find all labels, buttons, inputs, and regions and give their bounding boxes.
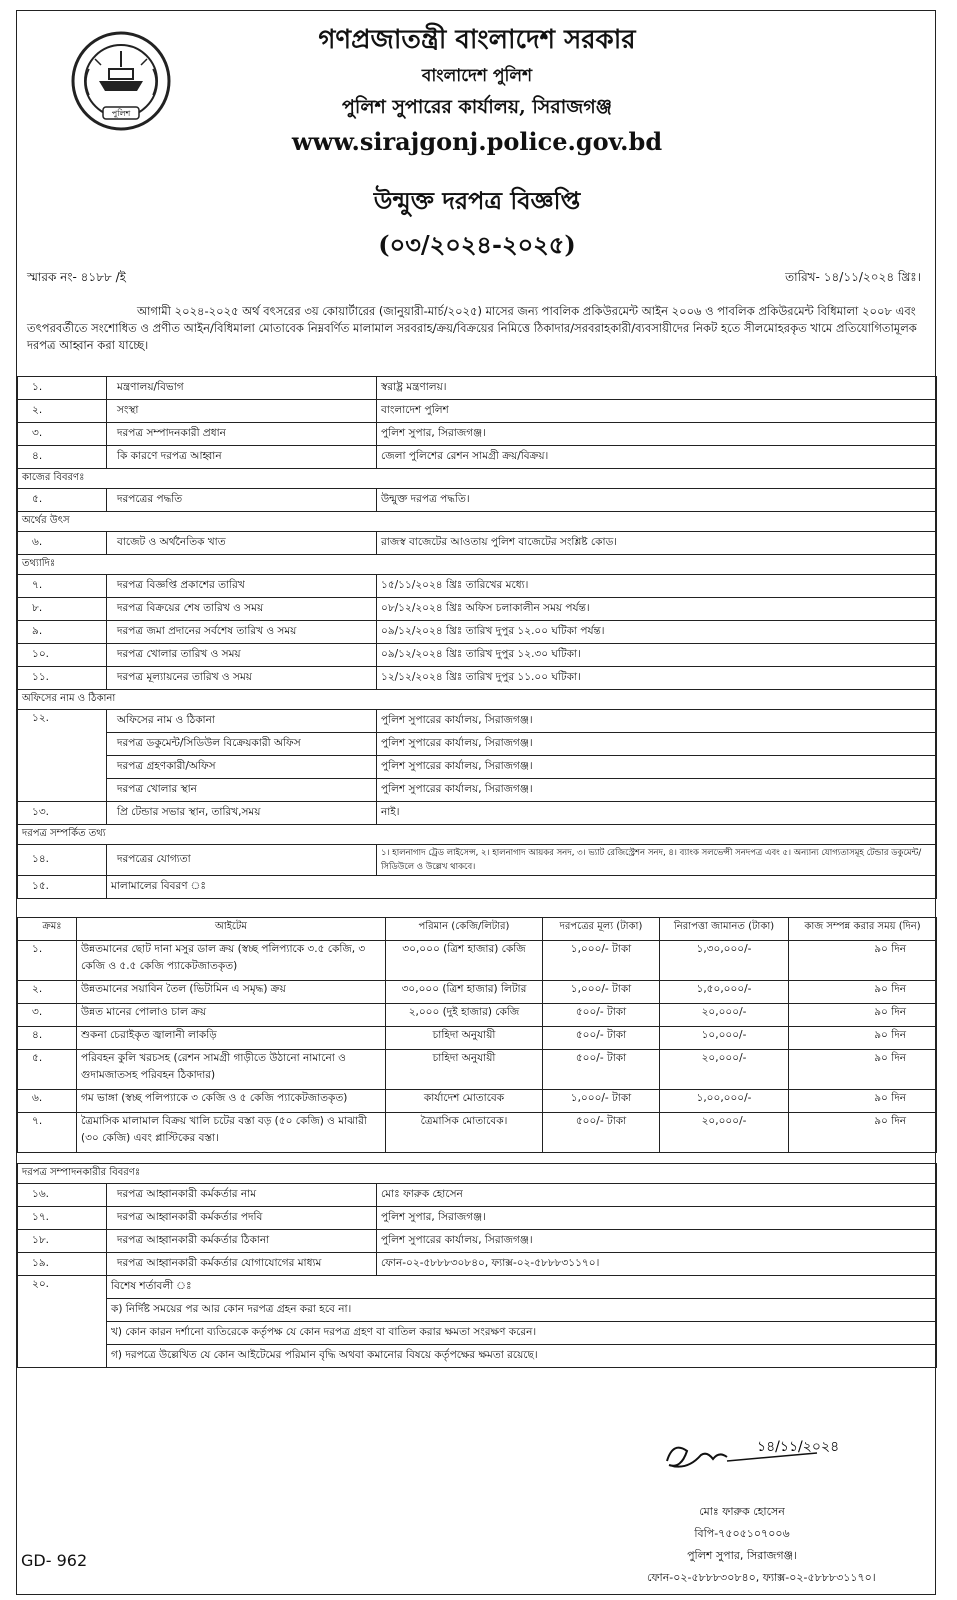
cell-text: ১,০০০/- টাকা bbox=[543, 941, 660, 981]
cell-text: ক) নির্দিষ্ট সময়ের পর আর কোন দরপত্র গ্রহন করা হবে না। bbox=[107, 1299, 937, 1322]
cell-text: বাংলাদেশ পুলিশ bbox=[377, 400, 937, 423]
cell-text: ফোন-০২-৫৮৮৮৩০৮৪০, ফ্যাক্স-০২-৫৮৮৮৩১১৭০। bbox=[377, 1253, 937, 1276]
table-row bbox=[18, 377, 937, 400]
table-row bbox=[18, 532, 937, 555]
memo-number: স্মারক নং- ৪১৮৮ /ই bbox=[27, 270, 126, 284]
cell-text: ৭. bbox=[18, 1113, 77, 1153]
cell-text: ১,৫০,০০০/- bbox=[660, 981, 789, 1004]
cell-text: দরপত্র ডকুমেন্ট/সিডিউল বিক্রেয়কারী অফিস bbox=[107, 733, 377, 756]
cell-text: ১০,০০০/- bbox=[660, 1027, 789, 1050]
cell-text: পরিবহন কুলি খরচসহ (রেশন সামগ্রী গাড়ীতে উঠানো নামানো ও গুদামজাতসহ পরিবহন ঠিকাদার) bbox=[77, 1050, 386, 1090]
cell-text: ২০,০০০/- bbox=[660, 1004, 789, 1027]
cell-text: ৭. bbox=[18, 575, 107, 598]
table-row bbox=[18, 1276, 937, 1299]
cell-text: ৮. bbox=[18, 598, 107, 621]
cell-text: অফিসের নাম ও ঠিকানা bbox=[18, 690, 937, 710]
cell-text: দরপত্র সম্পাদনকারী প্রধান bbox=[107, 423, 377, 446]
cell-text: ২০. bbox=[18, 1276, 107, 1368]
cell-text: ২. bbox=[18, 981, 77, 1004]
cell-text: ৫০০/- টাকা bbox=[543, 1004, 660, 1027]
cell-text: ২. bbox=[18, 400, 107, 423]
condition-row bbox=[18, 1322, 937, 1345]
table-row bbox=[18, 1230, 937, 1253]
intro-paragraph: আগামী ২০২৪-২০২৫ অর্থ বৎসরের ৩য় কোয়ার্টারের (জানুয়ারী-মার্চ/২০২৫) মাসের জন্য পাবলিক প্রকিউরমেন্ট আইন ২০০৬ ও পাবলিক প্রকিউরমেন্ট বিধিমালা ২০০৮ এবং তৎপরবর্তীতে সংশোধিত ও প্রণীত আইন/বিধিমালা মোতাবেক নিম্নবর্ণিত মালামাল সরবরাহ/ক্রয়/বিক্রয়ের নিমিত্তে ঠিকাদার/সরবরাহকারী/ব্যবসায়ীদের নিকট হতে সীলমোহরকৃত খামে প্রতিযোগিতামূলক দরপত্র আহ্বান করা যাচ্ছে। bbox=[27, 304, 917, 352]
section-header bbox=[18, 690, 937, 710]
cell-text: শুকনা চেরাইকৃত জ্বালানী লাকড়ি bbox=[77, 1027, 386, 1050]
table-row bbox=[18, 756, 937, 779]
cell-text: পুলিশ সুপারের কার্যালয়, সিরাজগঞ্জ। bbox=[377, 779, 937, 802]
cell-text: উন্নতমানের সয়াবিন তৈল (ভিটামিন এ সমৃদ্ধ) ক্রয় bbox=[77, 981, 386, 1004]
cell-text: ৫. bbox=[18, 1050, 77, 1090]
table-row bbox=[18, 644, 937, 667]
cell-text: ৫০০/- টাকা bbox=[543, 1027, 660, 1050]
cell-text: মালামালের বিবরণ ঃ bbox=[107, 876, 937, 899]
cell-text: ১৮. bbox=[18, 1230, 107, 1253]
table-row bbox=[18, 1253, 937, 1276]
table-row bbox=[18, 710, 937, 733]
cell-text: বাজেট ও অর্থনৈতিক খাত bbox=[107, 532, 377, 555]
cell-text: দরপত্র মূল্যায়নের তারিখ ও সময় bbox=[107, 667, 377, 690]
section-header bbox=[18, 1164, 937, 1184]
cell-text: ৫০০/- টাকা bbox=[543, 1050, 660, 1090]
cell-text: ১. bbox=[18, 941, 77, 981]
cell-text: ২০,০০০/- bbox=[660, 1113, 789, 1153]
cell-text: পুলিশ সুপার, সিরাজগঞ্জ। bbox=[377, 423, 937, 446]
cell-text: গম ভাঙ্গা (স্বচ্ছ পলিপ্যাকে ৩ কেজি ও ৫ কেজি প্যাকেটজাতকৃত) bbox=[77, 1090, 386, 1113]
table-row bbox=[18, 1090, 937, 1113]
cell-text: অর্থের উৎস bbox=[18, 512, 937, 532]
cell-text: রাজস্ব বাজেটের আওতায় পুলিশ বাজেটের সংশ্লিষ্ট কোড। bbox=[377, 532, 937, 555]
cell-text: ত্রৈমাসিক মোতাবেক। bbox=[386, 1113, 543, 1153]
signatory-block bbox=[647, 1501, 917, 1589]
cell-text: ১০. bbox=[18, 644, 107, 667]
cell-text: ৫. bbox=[18, 489, 107, 512]
col-price: দরপত্রের মূল্য (টাকা) bbox=[543, 918, 660, 941]
table-row bbox=[18, 1207, 937, 1230]
cell-text: ৯০ দিন bbox=[789, 981, 937, 1004]
cell-text: স্বরাষ্ট্র মন্ত্রণালয়। bbox=[377, 377, 937, 400]
cell-text: ত্রৈমাসিক মালামাল বিক্রয় খালি চটের বস্তা বড় (৫০ কেজি) ও মাঝারী (৩০ কেজি) এবং প্লাস্টিকের বস্তা। bbox=[77, 1113, 386, 1153]
cell-text: ১৪. bbox=[18, 845, 107, 876]
cell-text: ১২/১২/২০২৪ খ্রিঃ তারিখ দুপুর ১১.০০ ঘটিকা। bbox=[377, 667, 937, 690]
col-security: নিরাপত্তা জামানত (টাকা) bbox=[660, 918, 789, 941]
signatory-designation: পুলিশ সুপার, সিরাজগঞ্জ। bbox=[687, 1549, 797, 1562]
table-row bbox=[18, 1027, 937, 1050]
table-row bbox=[18, 733, 937, 756]
condition-row bbox=[18, 1345, 937, 1368]
cell-text: চাহিদা অনুযায়ী bbox=[386, 1050, 543, 1090]
cell-text: ১৯. bbox=[18, 1253, 107, 1276]
table-row bbox=[18, 1050, 937, 1090]
cell-text: ১,৩০,০০০/- bbox=[660, 941, 789, 981]
table-row bbox=[18, 423, 937, 446]
cell-text: মন্ত্রণালয়/বিভাগ bbox=[107, 377, 377, 400]
cell-text: কাজের বিবরণঃ bbox=[18, 469, 937, 489]
cell-text: ১৫. bbox=[18, 876, 107, 899]
tender-details-table bbox=[17, 376, 937, 899]
table-row bbox=[18, 489, 937, 512]
cell-text: ৯০ দিন bbox=[789, 1113, 937, 1153]
cell-text: ৯. bbox=[18, 621, 107, 644]
cell-text: ৯০ দিন bbox=[789, 1050, 937, 1090]
department-name: বাংলাদেশ পুলিশ bbox=[421, 66, 533, 86]
cell-text: ১৫/১১/২০২৪ খ্রিঃ তারিখের মধ্যে। bbox=[377, 575, 937, 598]
cell-text: ৩০,০০০ (ত্রিশ হাজার) কেজি bbox=[386, 941, 543, 981]
cell-text: পুলিশ সুপারের কার্যালয়, সিরাজগঞ্জ। bbox=[377, 710, 937, 733]
signatory-contact: ফোন-০২-৫৮৮৮৩০৮৪০, ফ্যাক্স-০২-৫৮৮৮৩১১৭০। bbox=[647, 1571, 876, 1584]
cell-text: অফিসের নাম ও ঠিকানা bbox=[107, 710, 377, 733]
signature-date: ১৪/১১/২০২৪ bbox=[757, 1439, 840, 1455]
cell-text: কার্যাদেশ মোতাবেক bbox=[386, 1090, 543, 1113]
cell-text: দরপত্র বিজ্ঞপ্তি প্রকাশের তারিখ bbox=[107, 575, 377, 598]
cell-text: নাই। bbox=[377, 802, 937, 825]
cell-text: ৬. bbox=[18, 1090, 77, 1113]
cell-text: ২,০০০ (দুই হাজার) কেজি bbox=[386, 1004, 543, 1027]
cell-text: উন্মুক্ত দরপত্র পদ্ধতি। bbox=[377, 489, 937, 512]
tender-number: (০৩/২০২৪-২০২৫) bbox=[378, 230, 576, 259]
cell-text: ২০,০০০/- bbox=[660, 1050, 789, 1090]
cell-text: পুলিশ সুপারের কার্যালয়, সিরাজগঞ্জ। bbox=[377, 1230, 937, 1253]
cell-text: দরপত্র বিক্রয়ের শেষ তারিখ ও সময় bbox=[107, 598, 377, 621]
cell-text: দরপত্র সম্পর্কিত তথ্য bbox=[18, 825, 937, 845]
cell-text: ১৬. bbox=[18, 1184, 107, 1207]
signature-icon bbox=[657, 1421, 840, 1491]
signatory-name: মোঃ ফারুক হোসেন bbox=[699, 1505, 785, 1518]
table-row bbox=[18, 941, 937, 981]
gd-code: GD- 962 bbox=[21, 1551, 88, 1570]
cell-text: ০৮/১২/২০২৪ খ্রিঃ অফিস চলাকালীন সময় পর্যন্ত। bbox=[377, 598, 937, 621]
cell-text: ১,০০০/- টাকা bbox=[543, 1090, 660, 1113]
cell-text: সংস্থা bbox=[107, 400, 377, 423]
cell-text: ১,০০০/- টাকা bbox=[543, 981, 660, 1004]
cell-text: কি কারণে দরপত্র আহ্বান bbox=[107, 446, 377, 469]
cell-text: উন্নতমানের ছোট দানা মসুর ডাল ক্রয় (স্বচ্ছ পলিপ্যাকে ৩.৫ কেজি, ৩ কেজি ও ৫.৫ কেজি প্যাকেটজাতকৃত) bbox=[77, 941, 386, 981]
cell-text: উন্নত মানের পোলাও চাল ক্রয় bbox=[77, 1004, 386, 1027]
cell-text: ৯০ দিন bbox=[789, 941, 937, 981]
cell-text: ১. bbox=[18, 377, 107, 400]
cell-text: দরপত্র খোলার স্থান bbox=[107, 779, 377, 802]
cell-text: দরপত্র আহ্বানকারী কর্মকর্তার পদবি bbox=[107, 1207, 377, 1230]
table-row bbox=[18, 575, 937, 598]
table-row bbox=[18, 802, 937, 825]
col-item: আইটেম bbox=[77, 918, 386, 941]
cell-text: তথ্যাদিঃ bbox=[18, 555, 937, 575]
cell-text: ১১. bbox=[18, 667, 107, 690]
cell-text: ১,০০,০০০/- bbox=[660, 1090, 789, 1113]
table-row bbox=[18, 1184, 937, 1207]
tender-notice-page bbox=[16, 10, 936, 1595]
notice-title: উন্মুক্ত দরপত্র বিজ্ঞপ্তি bbox=[373, 186, 581, 215]
cell-text: খ) কোন কারন দর্শানো ব্যতিরেকে কর্তৃপক্ষ যে কোন দরপত্র গ্রহণ বা বাতিল করার ক্ষমতা সংরক্ষণ করেন। bbox=[107, 1322, 937, 1345]
cell-text: পুলিশ সুপারের কার্যালয়, সিরাজগঞ্জ। bbox=[377, 756, 937, 779]
cell-text: দরপত্র খোলার তারিখ ও সময় bbox=[107, 644, 377, 667]
condition-row bbox=[18, 1299, 937, 1322]
cell-text: ১। হালনাগাদ ট্রেড লাইসেন্স, ২। হালনাগাদ আয়কর সনদ, ৩। ভ্যাট রেজিস্ট্রেশন সনদ, ৪। ব্যাংক সলভেন্সী সনদপত্র এবং ৫। অন্যান্য যোগ্যতাসমূহ টেন্ডার ডকুমেন্ট/সিডিউলে ও উল্লেখ থাকবে। bbox=[377, 845, 937, 876]
table-row bbox=[18, 621, 937, 644]
website-link[interactable]: www.sirajgonj.police.gov.bd bbox=[291, 127, 663, 156]
cell-text: দরপত্র আহ্বানকারী কর্মকর্তার ঠিকানা bbox=[107, 1230, 377, 1253]
cell-text: ৬. bbox=[18, 532, 107, 555]
section-header bbox=[18, 512, 937, 532]
cell-text: ৩০,০০০ (ত্রিশ হাজার) লিটার bbox=[386, 981, 543, 1004]
cell-text: দরপত্র সম্পাদনকারীর বিবরণঃ bbox=[18, 1164, 937, 1184]
table-row bbox=[18, 400, 937, 423]
table-row bbox=[18, 1113, 937, 1153]
cell-text: বিশেষ শর্তাবলী ঃ bbox=[107, 1276, 937, 1299]
section-header bbox=[18, 555, 937, 575]
table-row bbox=[18, 446, 937, 469]
col-no: ক্রমঃ bbox=[18, 918, 77, 941]
cell-text: ৩. bbox=[18, 1004, 77, 1027]
govt-title: গণপ্রজাতন্ত্রী বাংলাদেশ সরকার bbox=[318, 25, 636, 55]
cell-text: ৯০ দিন bbox=[789, 1027, 937, 1050]
cell-text: মোঃ ফারুক হোসেন bbox=[377, 1184, 937, 1207]
cell-text: ১৩. bbox=[18, 802, 107, 825]
table-row bbox=[18, 779, 937, 802]
cell-text: দরপত্র গ্রহণকারী/অফিস bbox=[107, 756, 377, 779]
section-header bbox=[18, 469, 937, 489]
col-qty: পরিমান (কেজি/লিটার) bbox=[386, 918, 543, 941]
caller-details-table bbox=[17, 1163, 937, 1368]
cell-text: ৯০ দিন bbox=[789, 1090, 937, 1113]
cell-text: জেলা পুলিশের রেশন সামগ্রী ক্রয়/বিক্রয়। bbox=[377, 446, 937, 469]
cell-text: ৩. bbox=[18, 423, 107, 446]
items-header-row bbox=[18, 918, 937, 941]
table-row bbox=[18, 845, 937, 876]
cell-text: গ) দরপত্রে উল্লেখিত যে কোন আইটেমের পরিমান বৃদ্ধি অথবা কমানোর বিষয়ে কর্তৃপক্ষের ক্ষমতা রয়েছে। bbox=[107, 1345, 937, 1368]
table-row bbox=[18, 981, 937, 1004]
items-table bbox=[17, 917, 937, 1153]
cell-text: দরপত্র জমা প্রদানের সর্বশেষ তারিখ ও সময় bbox=[107, 621, 377, 644]
cell-text: দরপত্রের পদ্ধতি bbox=[107, 489, 377, 512]
cell-text: দরপত্রের যোগ্যতা bbox=[107, 845, 377, 876]
cell-text: ৪. bbox=[18, 446, 107, 469]
notice-date: তারিখ- ১৪/১১/২০২৪ খ্রিঃ। bbox=[785, 270, 921, 284]
section-header bbox=[18, 825, 937, 845]
cell-text: ৪. bbox=[18, 1027, 77, 1050]
cell-text: দরপত্র আহ্বানকারী কর্মকর্তার নাম bbox=[107, 1184, 377, 1207]
cell-text: ৫০০/- টাকা bbox=[543, 1113, 660, 1153]
table-row bbox=[18, 1004, 937, 1027]
cell-text: ০৯/১২/২০২৪ খ্রিঃ তারিখ দুপুর ১২.৩০ ঘটিকা। bbox=[377, 644, 937, 667]
signatory-bp: বিপি-৭৫০৫১০৭০০৬ bbox=[694, 1527, 790, 1540]
cell-text: ১২. bbox=[18, 710, 107, 802]
cell-text: চাহিদা অনুযায়ী bbox=[386, 1027, 543, 1050]
cell-text: ১৭. bbox=[18, 1207, 107, 1230]
table-row bbox=[18, 598, 937, 621]
table-row bbox=[18, 667, 937, 690]
cell-text: পুলিশ সুপার, সিরাজগঞ্জ। bbox=[377, 1207, 937, 1230]
cell-text: পুলিশ সুপারের কার্যালয়, সিরাজগঞ্জ। bbox=[377, 733, 937, 756]
cell-text: দরপত্র আহ্বানকারী কর্মকর্তার যোগাযোগের মাধ্যম bbox=[107, 1253, 377, 1276]
cell-text: ০৯/১২/২০২৪ খ্রিঃ তারিখ দুপুর ১২.০০ ঘটিকা পর্যন্ত। bbox=[377, 621, 937, 644]
cell-text: ৯০ দিন bbox=[789, 1004, 937, 1027]
cell-text: প্রি টেন্ডার সভার স্থান, তারিখ,সময় bbox=[107, 802, 377, 825]
table-row bbox=[18, 876, 937, 899]
col-days: কাজ সম্পন্ন করার সময় (দিন) bbox=[789, 918, 937, 941]
seal-label: পুলিশ bbox=[111, 109, 131, 118]
office-name: পুলিশ সুপারের কার্যালয়, সিরাজগঞ্জ bbox=[342, 96, 612, 118]
